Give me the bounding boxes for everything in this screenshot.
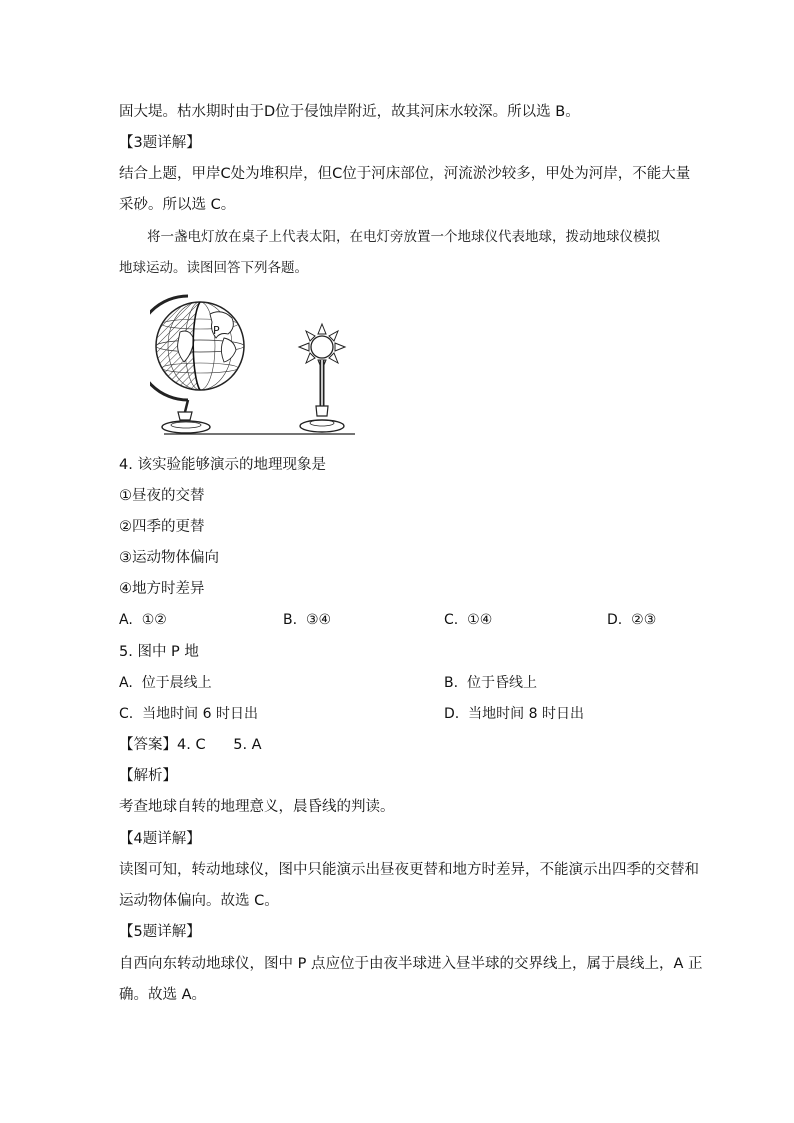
option-text: ③④ (305, 612, 332, 628)
lead-in-line-1: 将一盏电灯放在桌子上代表太阳，在电灯旁放置一个地球仪代表地球，拨动地球仪模拟 (147, 229, 660, 245)
q4-detail-line-1: 读图可知，转动地球仪，图中只能演示出昼夜更替和地方时差异，不能演示出四季的交替和 (119, 862, 699, 878)
option-text: 当地时间 6 时日出 (142, 706, 258, 722)
q3-detail-line-1: 结合上题，甲岸C处为堆积岸，但C位于河床部位，河流淤沙较多，甲处为河岸，不能大量 (119, 166, 691, 182)
option-letter: A. (119, 675, 133, 691)
q5-detail-line-1: 自西向东转动地球仪，图中 P 点应位于由夜半球进入昼半球的交界线上，属于晨线上，A 正 (119, 956, 703, 972)
option-text: 位于晨线上 (141, 675, 212, 691)
lead-in-line-2: 地球运动。读图回答下列各题。 (119, 260, 308, 276)
q4-option-a[interactable] (119, 610, 167, 630)
option-letter: D. (444, 706, 460, 722)
globe-icon (150, 302, 244, 390)
analysis-heading: 【解析】 (119, 768, 177, 784)
option-letter: A. (119, 612, 133, 628)
q4-detail-line-2: 运动物体偏向。故选 C。 (119, 893, 279, 909)
q5-option-d[interactable] (444, 704, 584, 724)
option-letter: B. (444, 675, 459, 691)
option-letter: C. (119, 706, 134, 722)
globe-lamp-figure (150, 288, 360, 438)
option-text: 当地时间 8 时日出 (468, 706, 584, 722)
q4-option-b[interactable] (283, 610, 331, 630)
q4-detail-heading: 【4题详解】 (119, 831, 201, 847)
q5-option-c[interactable] (119, 704, 258, 724)
q4-statement-4: ④地方时差异 (119, 581, 205, 597)
option-text: ②③ (631, 612, 657, 628)
option-text: 位于昏线上 (466, 675, 537, 691)
q5-option-b[interactable] (444, 673, 537, 693)
q4-option-d[interactable] (607, 610, 656, 630)
answer-line: 【答案】4. C 5. A (119, 737, 262, 753)
option-text: ①④ (467, 612, 493, 628)
q4-statement-1: ①昼夜的交替 (119, 488, 205, 504)
point-p-label: P (213, 324, 220, 337)
option-letter: C. (444, 612, 459, 628)
q5-detail-heading: 【5题详解】 (119, 924, 201, 940)
analysis-text: 考查地球自转的地理意义，晨昏线的判读。 (119, 799, 395, 815)
q3-detail-line-2: 采砂。所以选 C。 (119, 197, 236, 213)
option-text: ①② (141, 612, 167, 628)
q5-option-a[interactable] (119, 673, 212, 693)
q4-stem: 4. 该实验能够演示的地理现象是 (119, 457, 326, 473)
continued-explanation: 固大堤。枯水期时由于D位于侵蚀岸附近，故其河床水较深。所以选 B。 (119, 104, 580, 120)
sun-lamp-icon (299, 324, 345, 432)
q4-statement-2: ②四季的更替 (119, 519, 205, 535)
q4-option-c[interactable] (444, 610, 492, 630)
option-letter: B. (283, 612, 298, 628)
globe-stand (162, 400, 210, 433)
q5-stem: 5. 图中 P 地 (119, 644, 199, 660)
globe-lamp-illustration (150, 288, 360, 438)
q3-detail-heading: 【3题详解】 (119, 135, 201, 151)
q5-detail-line-2: 确。故选 A。 (119, 987, 207, 1003)
q4-statement-3: ③运动物体偏向 (119, 550, 219, 566)
option-letter: D. (607, 612, 623, 628)
